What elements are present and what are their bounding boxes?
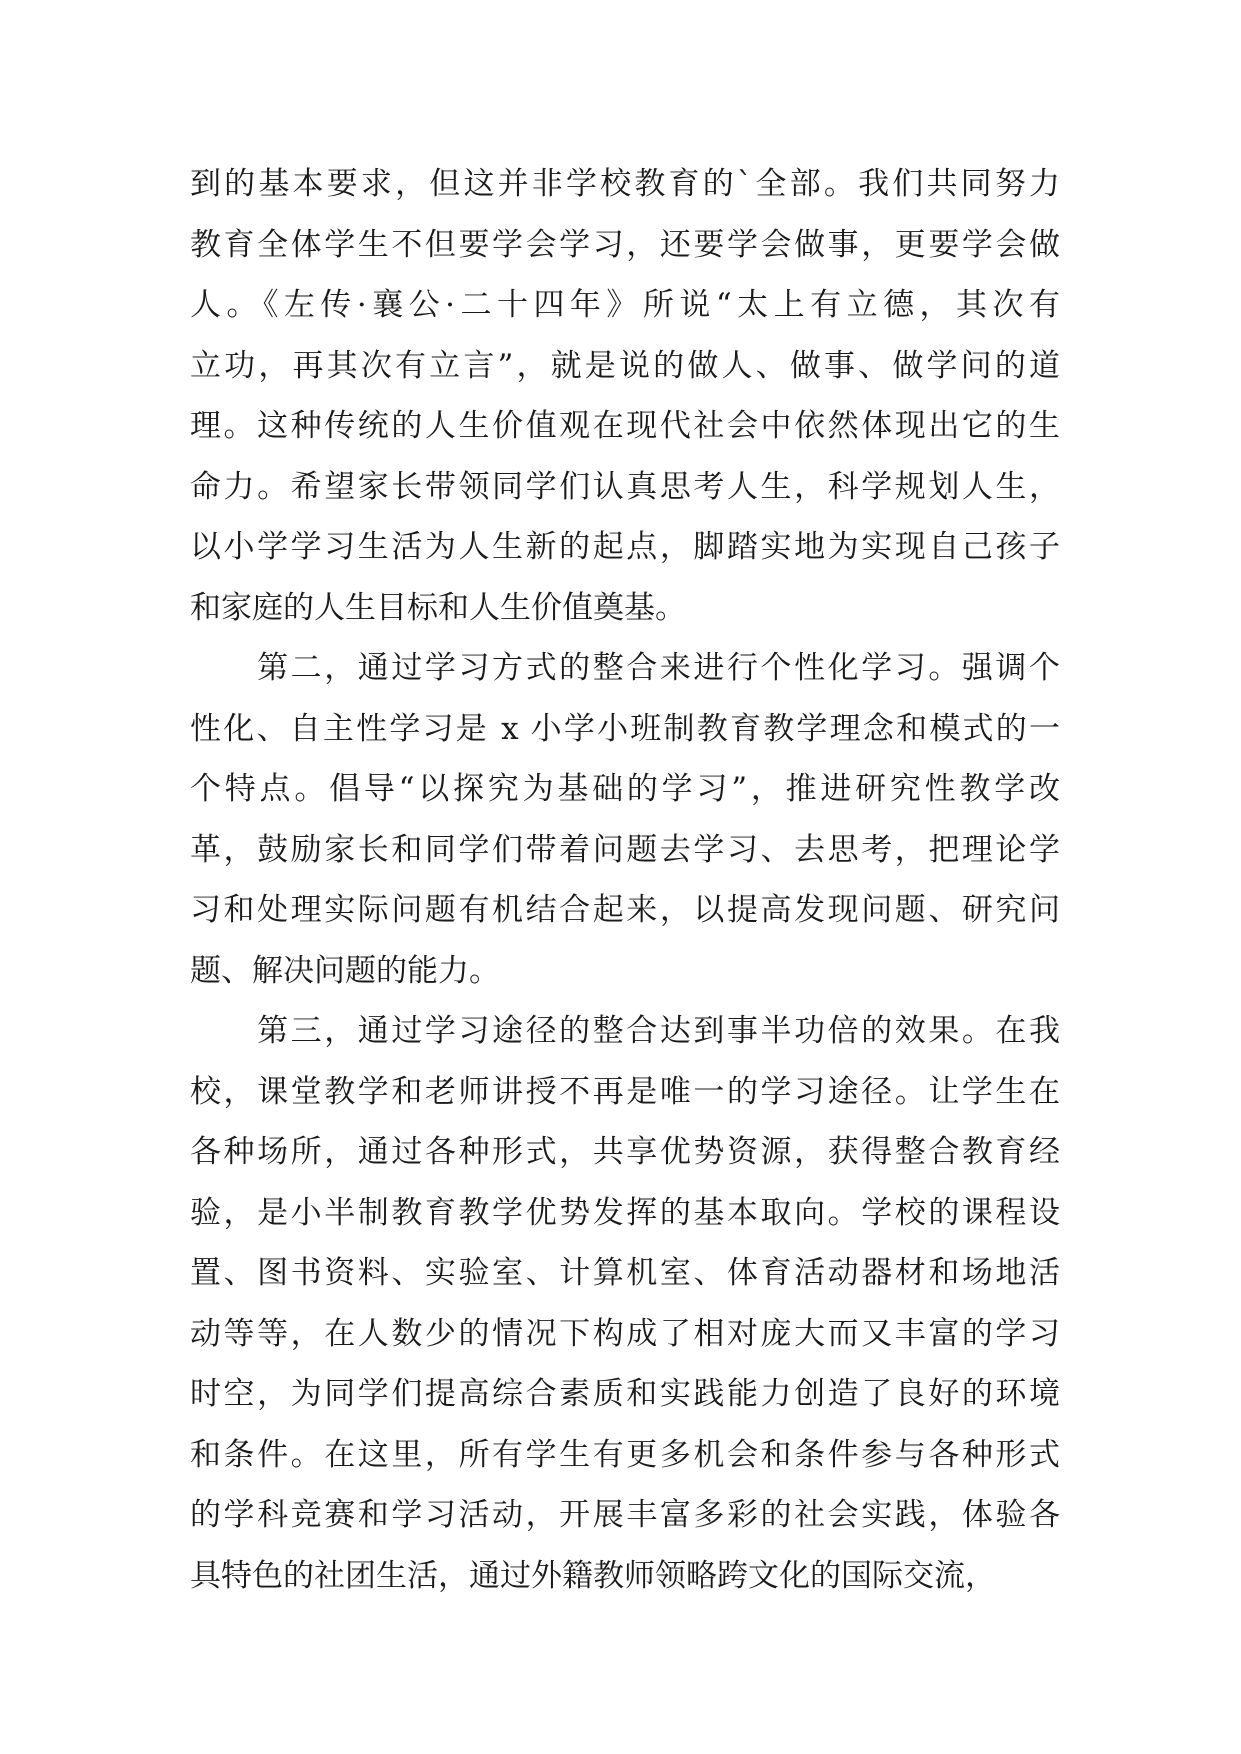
text-line: 以小学学习生活为人生新的起点，脚踏实地为实现自己孩子 — [190, 529, 1060, 565]
text-line: 具特色的社团生活，通过外籍教师领略跨文化的国际交流， — [190, 1557, 996, 1594]
text-line: 命力。希望家长带领同学们认真思考人生，科学规划人生， — [190, 468, 1060, 505]
text-line: 的学科竞赛和学习活动，开展丰富多彩的社会实践，体验各 — [190, 1497, 1060, 1533]
paragraph-second — [190, 638, 1060, 1001]
text-line: 第二，通过学习方式的整合来进行个性化学习。强调个 — [190, 650, 1060, 686]
paragraph-continuation — [190, 154, 1060, 638]
text-line: 动等等，在人数少的情况下构成了相对庞大而又丰富的学习 — [190, 1315, 1060, 1352]
text-line: 第三，通过学习途径的整合达到事半功倍的效果。在我 — [190, 1013, 1060, 1049]
paragraph-third — [190, 1001, 1060, 1606]
text-line: 校，课堂教学和老师讲授不再是唯一的学习途径。让学生在 — [190, 1073, 1060, 1110]
text-line: 教育全体学生不但要学会学习，还要学会做事，更要学会做 — [190, 226, 1060, 263]
text-line: 各种场所，通过各种形式，共享优势资源，获得整合教育经 — [190, 1134, 1060, 1170]
text-line: 立功，再其次有立言”，就是说的做人、做事、做学问的道 — [190, 347, 1060, 384]
text-line: 和家庭的人生目标和人生价值奠基。 — [190, 589, 686, 626]
text-line: 人。《左传·襄公·二十四年》所说“太上有立德，其次有 — [190, 287, 1060, 323]
text-line: 个特点。倡导“以探究为基础的学习”，推进研究性教学改 — [190, 771, 1060, 807]
text-line: 验，是小半制教育教学优势发挥的基本取向。学校的课程设 — [190, 1194, 1060, 1231]
text-line: 和条件。在这里，所有学生有更多机会和条件参与各种形式 — [190, 1436, 1060, 1473]
text-line: 性化、自主性学习是 x 小学小班制教育教学理念和模式的一 — [190, 710, 1060, 747]
text-line: 革，鼓励家长和同学们带着问题去学习、去思考，把理论学 — [190, 831, 1060, 868]
text-line: 理。这种传统的人生价值观在现代社会中依然体现出它的生 — [190, 408, 1060, 444]
text-line: 到的基本要求，但这并非学校教育的`全部。我们共同努力 — [190, 166, 1060, 202]
text-line: 时空，为同学们提高综合素质和实践能力创造了良好的环境 — [190, 1376, 1060, 1412]
text-line: 习和处理实际问题有机结合起来，以提高发现问题、研究问 — [190, 892, 1060, 928]
text-line: 置、图书资料、实验室、计算机室、体育活动器材和场地活 — [190, 1255, 1060, 1291]
body-text — [190, 154, 1060, 1606]
text-line: 题、解决问题的能力。 — [190, 952, 500, 989]
